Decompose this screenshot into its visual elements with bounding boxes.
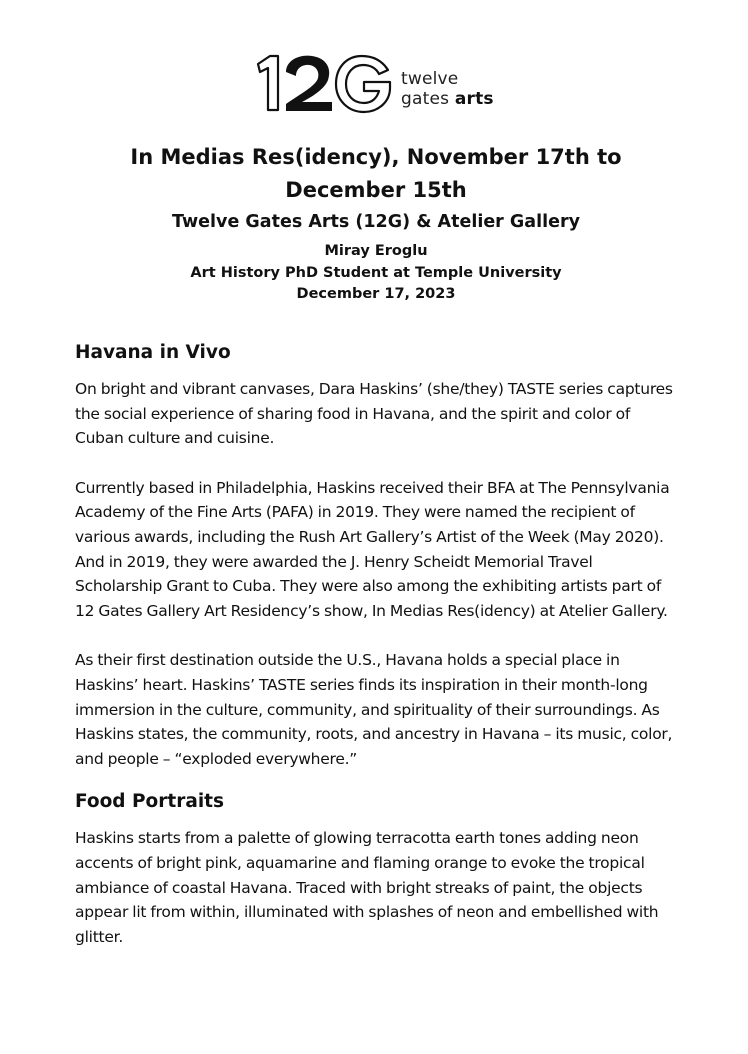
logo-line-2 [401,89,494,109]
article-body [75,340,681,959]
article-subtitle: Twelve Gates Arts (12G) & Atelier Gallery [172,212,580,232]
section-havana-in-vivo [75,340,681,771]
paragraph: As their first destination outside the U.S., Havana holds a special place in Haskins’ heart. Haskins’ TASTE series finds its inspiration in their month-long immersion in the culture, community, and spirituality of their surroundings. As Haskins states, the community, roots, and ancestry in Havana – its music, color, and people – “exploded everywhere.” [75,651,673,768]
article-date: December 17, 2023 [296,286,456,302]
article-header [74,141,678,306]
author-affiliation: Art History PhD Student at Temple University [190,264,562,281]
twelve-gates-arts-logo [256,54,496,116]
logo-line-2-bold: arts [454,89,494,109]
section-heading: Food Portraits [75,791,225,813]
12g-logo-mark-icon [256,54,396,116]
logo-line-1: twelve [401,69,459,89]
paragraph: On bright and vibrant canvases, Dara Haskins’ (she/they) TASTE series captures the social experience of sharing food in Havana, and the spirit and color of Cuban culture and cuisine. [75,380,673,448]
section-food-portraits [75,789,681,949]
article-title: In Medias Res(idency), November 17th to December 15th [130,145,622,202]
paragraph: Haskins starts from a palette of glowing terracotta earth tones adding neon accents of bright pink, aquamarine and flaming orange to evoke the tropical ambiance of coastal Havana. Traced with bright streaks of paint, the objects appear lit from within, illuminated with splashes of neon and embellished with glitter. [75,829,659,946]
author-name: Miray Eroglu [324,243,428,259]
logo-wordmark [401,69,494,109]
section-heading: Havana in Vivo [75,342,231,363]
paragraph: Currently based in Philadelphia, Haskins received their BFA at The Pennsylvania Academy of the Fine Arts (PAFA) in 2019. They were named the recipient of various awards, including the Rush Art Gallery’s Artist of the Week (May 2020). And in 2019, they were awarded the J. Henry Scheidt Memorial Travel Scholarship Grant to Cuba. They were also among the exhibiting artists part of 12 Gates Gallery Art Residency’s show, In Medias Res(idency) at Atelier Gallery. [75,478,670,620]
logo-line-2-regular: gates [401,89,450,109]
